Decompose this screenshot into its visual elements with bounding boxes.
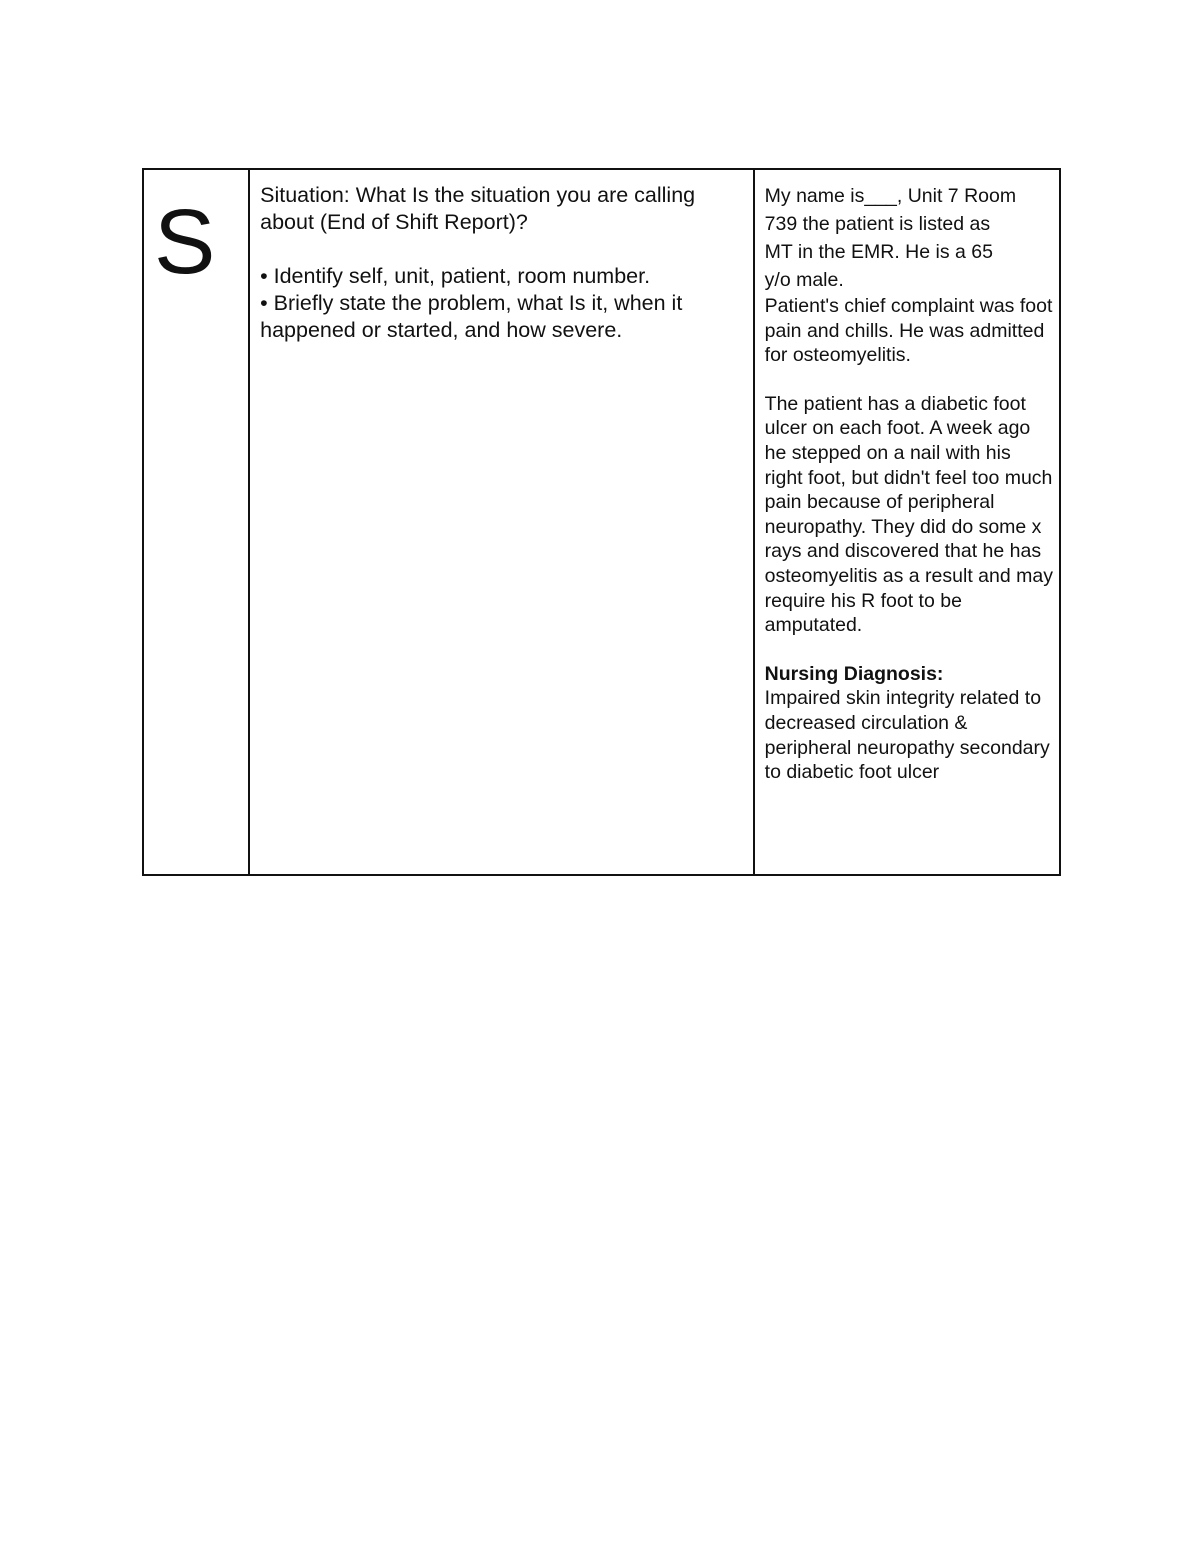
answer-intro-line: y/o male.	[764, 269, 844, 291]
prompt-bullet: • Briefly state the problem, what Is it, when it happened or started, and how severe.	[260, 291, 683, 342]
prompt-cell	[249, 169, 754, 875]
nursing-diagnosis-text: Impaired skin integrity related to decreased circulation & peripheral neuropathy secondary to diabetic foot ulcer	[764, 687, 1050, 784]
chief-complaint-text: Patient's chief complaint was foot pain and chills. He was admitted for osteomyelitis.	[764, 295, 1053, 367]
spacer	[260, 236, 743, 263]
answer-intro-line: 739 the patient is listed as	[764, 213, 991, 235]
spacer	[765, 638, 1053, 662]
sbar-letter: S	[154, 191, 216, 293]
sbar-row-situation	[143, 169, 1060, 875]
patient-history-text: The patient has a diabetic foot ulcer on each foot. A week ago he stepped on a nail with his right foot, but didn't feel too much pain because of peripheral neuropathy. They did do some x rays and discovered that he has osteomyelitis as a result and may require his R foot to be amputated.	[764, 392, 1053, 637]
spacer	[765, 368, 1053, 392]
nursing-diagnosis-label: Nursing Diagnosis:	[764, 662, 944, 685]
answer-cell	[754, 169, 1060, 875]
answer-intro-line: My name is___, Unit 7 Room	[764, 185, 1017, 207]
prompt-bullet: • Identify self, unit, patient, room number.	[260, 264, 651, 288]
sbar-table	[142, 168, 1061, 876]
prompt-heading: Situation: What Is the situation you are calling about (End of Shift Report)?	[260, 183, 696, 234]
letter-cell	[143, 169, 249, 875]
answer-intro-line: MT in the EMR. He is a 65	[764, 241, 993, 263]
